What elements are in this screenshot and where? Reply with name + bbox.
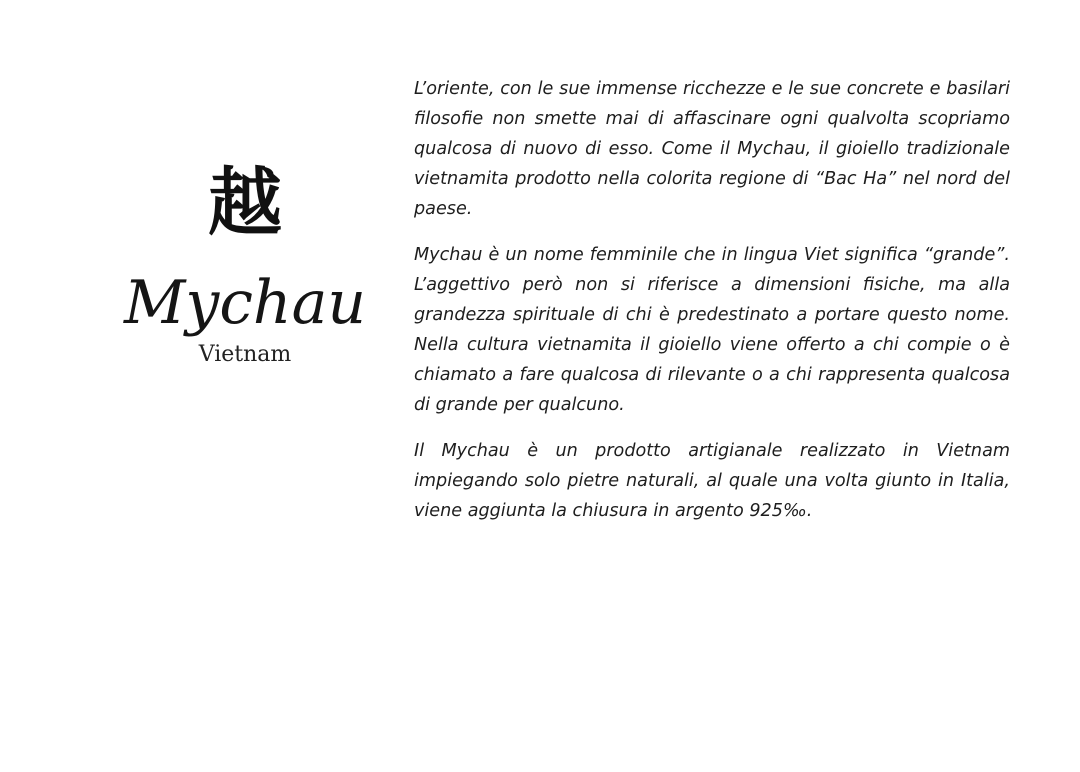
brand-block [100,158,390,368]
calligraphy-logo: 越 [208,160,282,246]
description-text [414,74,1010,542]
paragraph-intro: L’oriente, con le sue immense ricchezze e le sue concrete e basilari filosofie non smette mai di affascinare ogni qualvolta scopriamo qualcosa di nuovo di esso. Come il Mychau, il gioiello tradizionale vietnamita prodotto nella colorita regione di “Bac Ha” nel nord del paese. [414,79,1010,219]
brand-subtitle: Vietnam [198,342,292,367]
paragraph-production: Il Mychau è un prodotto artigianale realizzato in Vietnam impiegando solo pietre naturali, al quale una volta giunto in Italia, viene aggiunta la chiusura in argento 925‰. [414,441,1010,521]
brand-title: Mychau [124,268,366,338]
paragraph-meaning: Mychau è un nome femminile che in lingua Viet significa “grande”. L’aggettivo però non si riferisce a dimensioni fisiche, ma alla grandezza spirituale di chi è predestinato a portare questo nome. Nella cultura vietnamita il gioiello viene offerto a chi compie o è chiamato a fare qualcosa di rilevante o a chi rappresenta qualcosa di grande per qualcuno. [414,245,1010,415]
